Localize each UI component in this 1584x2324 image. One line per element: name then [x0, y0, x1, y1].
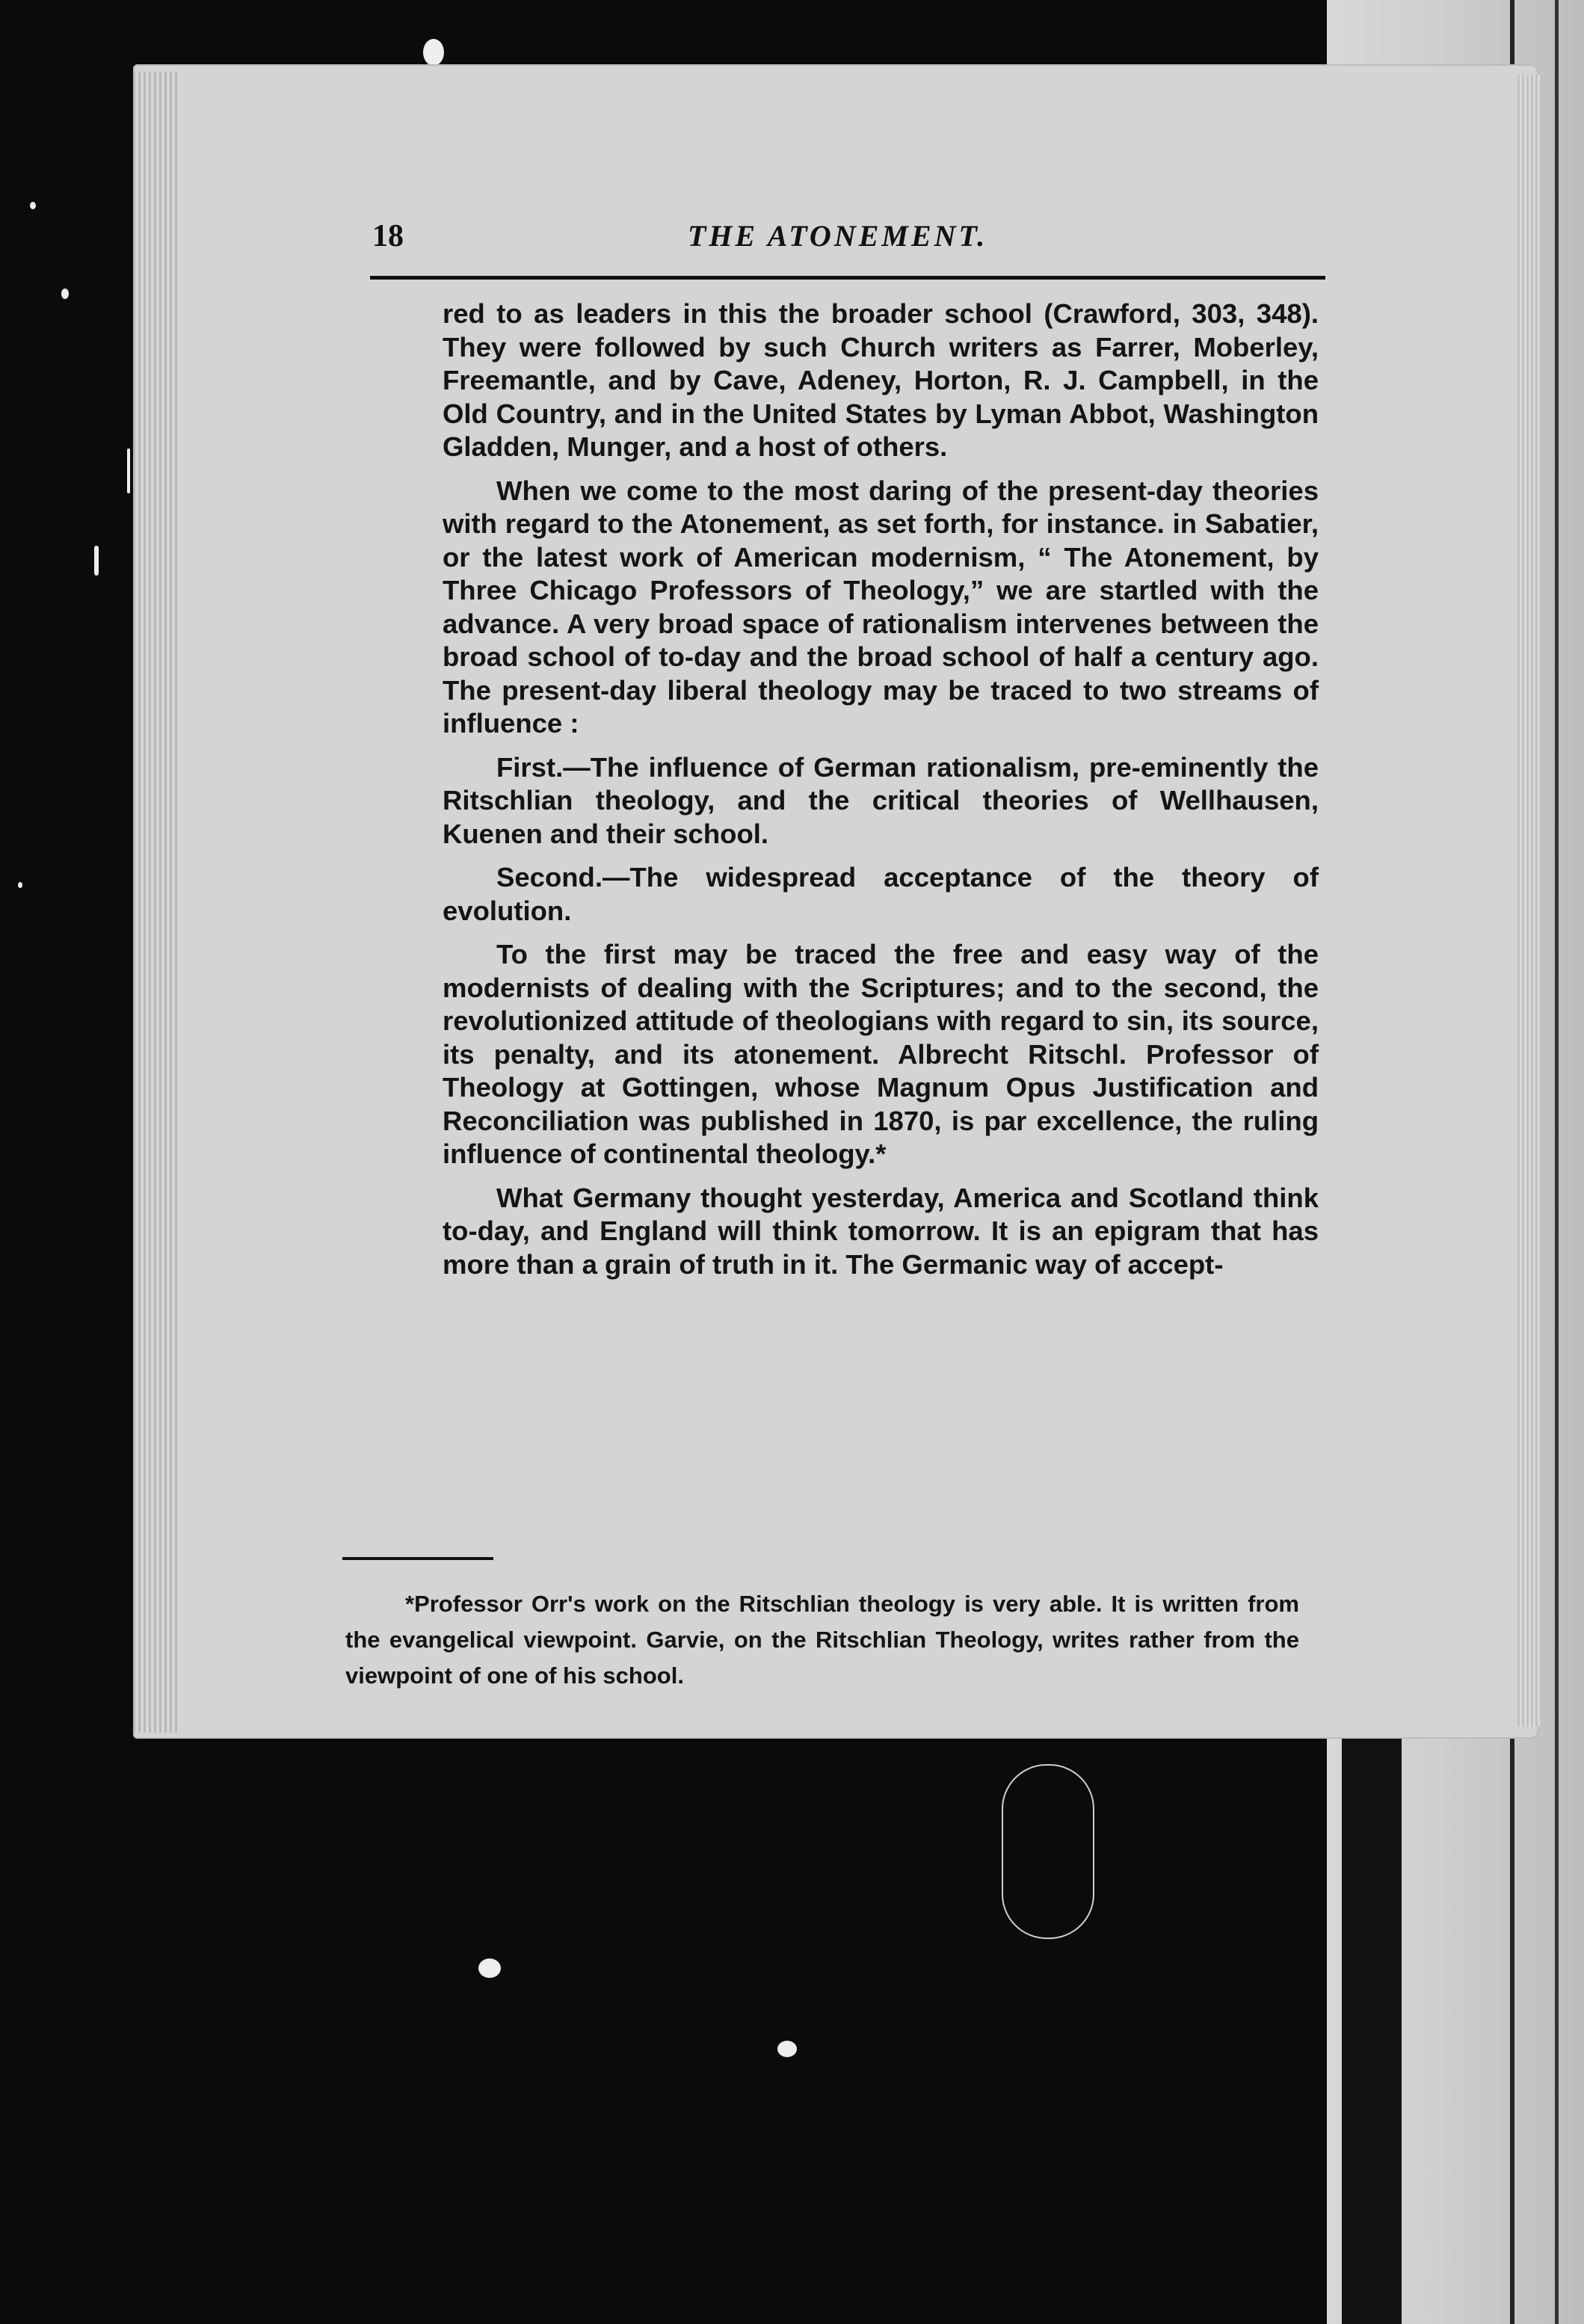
body-text: [443, 298, 1319, 1292]
paragraph: red to as leaders in this the broader school (Crawford, 303, 348). They were followed by such Church writers as Farrer, Moberley, Freemantle, and by Cave, Adeney, Horton, R. J. Campbell, in the Old Country, and in the United States by Lyman Abbot, Washington Gladden, Munger, and a host of others.: [443, 298, 1319, 462]
paragraph: When we come to the most daring of the present-day theories with regard to the Atonement, as set forth, for instance. in Sabatier, or the latest work of American modernism, “ The Atonement, by Three Chicago Professors of Theology,” we are startled with the advance. A very broad space of rationalism intervenes between the broad school of to-day and the broad school of half a century ago. The present-day liberal theology may be traced to two streams of influence :: [443, 475, 1319, 739]
page-number: 18: [372, 219, 404, 253]
footnote-rule: [342, 1557, 493, 1560]
scan-speck: [777, 2041, 797, 2057]
scan-speck: [94, 546, 99, 576]
page-gutter-edge: [1517, 75, 1540, 1727]
running-title: THE ATONEMENT.: [688, 219, 988, 253]
paragraph: First.—The influence of German rationalism, pre-eminently the Ritschlian theology, and the critical theories of Wellhausen, Kuenen and their school.: [443, 751, 1319, 849]
scratch-mark: [1002, 1764, 1094, 1939]
scan-speck: [18, 882, 22, 888]
scan-line: [1555, 0, 1559, 2324]
scan-speck: [30, 202, 36, 209]
scan-speck: [423, 39, 444, 66]
page-stack-edge: [133, 72, 178, 1733]
footnote: *Professor Orr's work on the Ritschlian theology is very able. It is written from the evangelical viewpoint. Garvie, on the Ritschlian Theology, writes rather from the viewpoint of one of his school.: [345, 1591, 1299, 1689]
scan-speck: [61, 289, 69, 299]
scan-speck: [127, 449, 130, 493]
header-rule: [370, 276, 1325, 280]
scan-speck: [478, 1958, 501, 1978]
paragraph: To the first may be traced the free and easy way of the modernists of dealing with the Scriptures; and to the second, the revolutionized attitude of theologians with regard to sin, its source, its penalty, and its atonement. Albrecht Ritschl. Professor of Theology at Gottingen, whose Magnum Opus Justification and Reconciliation was published in 1870, is par excellence, the ruling influence of continental theology.*: [443, 939, 1319, 1169]
paragraph: Second.—The widespread acceptance of the theory of evolution.: [443, 862, 1319, 926]
paragraph: What Germany thought yesterday, America and Scotland think to-day, and England will think tomorrow. It is an epigram that has more than a grain of truth in it. The Germanic way of accept-: [443, 1182, 1319, 1280]
